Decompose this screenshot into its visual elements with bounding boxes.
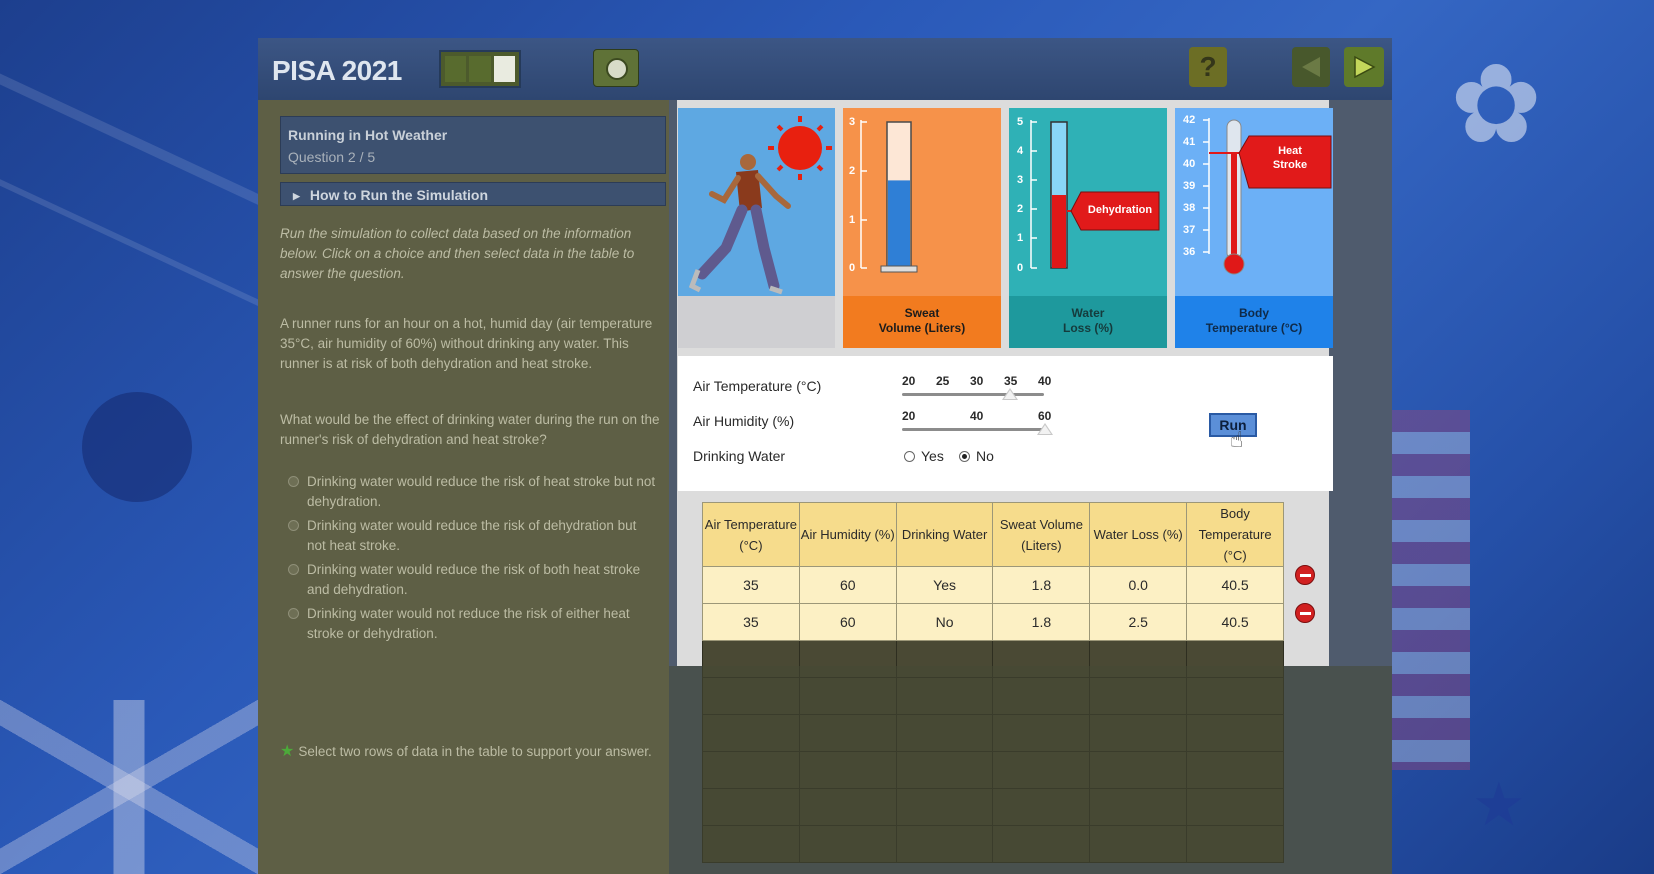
sweat-volume-gauge xyxy=(843,108,1001,348)
table-cell: 40.5 xyxy=(1187,604,1284,641)
air-temperature-slider[interactable] xyxy=(902,393,1044,396)
scale-label: 1 xyxy=(849,214,856,226)
top-bar xyxy=(258,38,1392,100)
answer-option-text: Drinking water would reduce the risk of heat stroke but not dehydration. xyxy=(307,474,656,509)
body-temperature-gauge xyxy=(1175,108,1333,348)
slider-tick-label: 25 xyxy=(936,374,950,388)
radio-label: No xyxy=(976,448,994,464)
column-header: Air Temperature (°C) xyxy=(703,503,800,567)
radio-button[interactable] xyxy=(288,476,299,487)
label-line: Water xyxy=(1071,306,1105,320)
previous-button[interactable] xyxy=(1292,47,1330,87)
water-loss-bar-icon xyxy=(1009,108,1167,296)
label-line: Body xyxy=(1239,306,1269,320)
thermometer-icon xyxy=(1175,108,1333,296)
column-header: Water Loss (%) xyxy=(1090,503,1187,567)
table-row[interactable] xyxy=(703,604,1284,641)
answer-option-text: Drinking water would reduce the risk of both heat stroke and dehydration. xyxy=(307,562,641,597)
instructions-text: Run the simulation to collect data based on the information below. Click on a choice and then select data in the table to answer the question. xyxy=(280,226,635,281)
table-cell: 60 xyxy=(799,604,896,641)
simulation-panel xyxy=(669,100,1392,874)
heat-stroke-warning xyxy=(1249,144,1331,172)
drinking-water-yes[interactable] xyxy=(904,448,944,464)
drinking-water-label: Drinking Water xyxy=(693,448,786,464)
radio-button[interactable] xyxy=(904,451,915,462)
table-row[interactable] xyxy=(703,567,1284,604)
background-flower-icon: ✿ xyxy=(1450,40,1543,168)
timer-button[interactable] xyxy=(593,49,639,87)
scale-label: 2 xyxy=(849,165,856,177)
scale-label: 41 xyxy=(1183,136,1196,148)
graduated-cylinder-icon xyxy=(843,108,1001,296)
runner-icon xyxy=(678,108,835,348)
background-circle xyxy=(82,392,192,502)
scale-label: 37 xyxy=(1183,224,1196,236)
radio-button-selected[interactable] xyxy=(959,451,970,462)
air-temperature-slider-thumb[interactable] xyxy=(1002,388,1018,400)
scale-label: 36 xyxy=(1183,246,1196,258)
scale-label: 39 xyxy=(1183,180,1196,192)
scale-label: 2 xyxy=(1017,203,1024,215)
label-line: Loss (%) xyxy=(1062,321,1113,335)
answer-option-text: Drinking water would reduce the risk of dehydration but not heat stroke. xyxy=(307,518,637,553)
next-button[interactable] xyxy=(1344,47,1384,87)
help-button[interactable]: ? xyxy=(1189,47,1227,87)
how-to-run-label: How to Run the Simulation xyxy=(309,187,489,203)
slider-tick-label: 40 xyxy=(1038,374,1052,388)
drinking-water-no[interactable] xyxy=(959,448,994,464)
sun-icon xyxy=(768,116,832,180)
warning-line: Heat xyxy=(1278,145,1302,157)
question-number: Question 2 / 5 xyxy=(288,149,376,165)
app-logo: PISA 2021 xyxy=(272,55,402,86)
radio-button[interactable] xyxy=(288,608,299,619)
label-line: Temperature (°C) xyxy=(1205,321,1303,335)
question-header xyxy=(280,116,666,174)
table-cell: 35 xyxy=(703,604,800,641)
radio-button[interactable] xyxy=(288,520,299,531)
question-title: Running in Hot Weather xyxy=(288,127,448,143)
table-cell: Yes xyxy=(896,567,993,604)
answer-option-4[interactable] xyxy=(288,604,658,644)
air-temperature-label: Air Temperature (°C) xyxy=(693,378,822,394)
column-header: Sweat Volume (Liters) xyxy=(993,503,1090,567)
dimmed-overlay xyxy=(669,666,1392,874)
table-selection-note xyxy=(280,740,670,763)
radio-button[interactable] xyxy=(288,564,299,575)
table-note-text: Select two rows of data in the table to support your answer. xyxy=(298,744,652,759)
background-star-icon: ★ xyxy=(1472,770,1526,840)
column-header: Drinking Water xyxy=(896,503,993,567)
question-progress-indicator xyxy=(439,50,521,88)
radio-label: Yes xyxy=(921,448,944,464)
progress-segment xyxy=(445,56,466,82)
run-button[interactable]: Run xyxy=(1209,413,1257,437)
table-cell: 35 xyxy=(703,567,800,604)
scenario-text: A runner runs for an hour on a hot, humid day (air temperature 35°C, air humidity of 60%) without drinking any water. This runner is at risk of both dehydration and heat stroke. xyxy=(280,316,653,371)
delete-row-button[interactable] xyxy=(1295,565,1315,585)
air-humidity-slider-thumb[interactable] xyxy=(1037,423,1053,435)
simulation-controls xyxy=(678,356,1333,491)
table-cell: 40.5 xyxy=(1187,567,1284,604)
clock-icon xyxy=(606,58,628,80)
hand-cursor-icon: ☝ xyxy=(1230,428,1244,453)
scale-label: 5 xyxy=(1017,116,1024,128)
table-header-row xyxy=(703,503,1284,567)
caret-right-icon: ▶ xyxy=(293,191,300,201)
answer-option-3[interactable] xyxy=(288,560,658,600)
air-humidity-label: Air Humidity (%) xyxy=(693,413,795,429)
progress-segment-current xyxy=(494,56,515,82)
progress-segment xyxy=(469,56,490,82)
runner-illustration xyxy=(678,108,835,348)
column-header: Body Temperature (°C) xyxy=(1187,503,1284,567)
scale-label: 4 xyxy=(1017,145,1024,157)
slider-tick-label: 20 xyxy=(902,374,916,388)
slider-tick-label: 30 xyxy=(970,374,984,388)
slider-tick-label: 40 xyxy=(970,409,984,423)
arrow-left-icon xyxy=(1300,55,1322,79)
scale-label: 0 xyxy=(1017,262,1024,274)
table-cell: 2.5 xyxy=(1090,604,1187,641)
scale-label: 38 xyxy=(1183,202,1196,214)
table-cell: 60 xyxy=(799,567,896,604)
scale-label: 42 xyxy=(1183,114,1196,126)
water-loss-gauge xyxy=(1009,108,1167,348)
table-cell: 0.0 xyxy=(1090,567,1187,604)
scale-label: 3 xyxy=(849,116,856,128)
sweat-volume-label xyxy=(843,296,1001,348)
label-line: Volume (Liters) xyxy=(878,321,966,335)
water-loss-label xyxy=(1009,296,1167,348)
dehydration-warning: Dehydration xyxy=(1087,204,1153,216)
scale-label: 0 xyxy=(849,262,856,274)
table-cell: No xyxy=(896,604,993,641)
background-stripe xyxy=(0,54,285,215)
arrow-right-icon xyxy=(1352,55,1376,79)
slider-tick-label: 35 xyxy=(1004,374,1018,388)
slider-tick-label: 20 xyxy=(902,409,916,423)
scale-label: 3 xyxy=(1017,174,1024,186)
air-humidity-slider[interactable] xyxy=(902,428,1044,431)
star-icon: ★ xyxy=(280,741,295,760)
slider-tick-label: 60 xyxy=(1038,409,1052,423)
body-temperature-label xyxy=(1175,296,1333,348)
pisa-app-window xyxy=(258,38,1392,874)
warning-line: Stroke xyxy=(1272,159,1308,171)
answer-option-text: Drinking water would not reduce the risk of either heat stroke or dehydration. xyxy=(307,606,630,641)
question-panel xyxy=(258,100,669,874)
scale-label: 40 xyxy=(1183,158,1196,170)
delete-row-button[interactable] xyxy=(1295,603,1315,623)
label-line: Sweat xyxy=(904,306,940,320)
background-flag-cross xyxy=(0,700,258,874)
table-cell: 1.8 xyxy=(993,567,1090,604)
scale-label: 1 xyxy=(1017,232,1024,244)
table-cell: 1.8 xyxy=(993,604,1090,641)
answer-option-2[interactable] xyxy=(288,516,658,556)
column-header: Air Humidity (%) xyxy=(799,503,896,567)
answer-option-1[interactable] xyxy=(288,472,658,512)
background-flag-stripes xyxy=(1390,410,1470,770)
question-prompt: What would be the effect of drinking water during the run on the runner's risk of dehydration and heat stroke? xyxy=(280,412,660,447)
how-to-run-expander[interactable] xyxy=(280,182,666,206)
